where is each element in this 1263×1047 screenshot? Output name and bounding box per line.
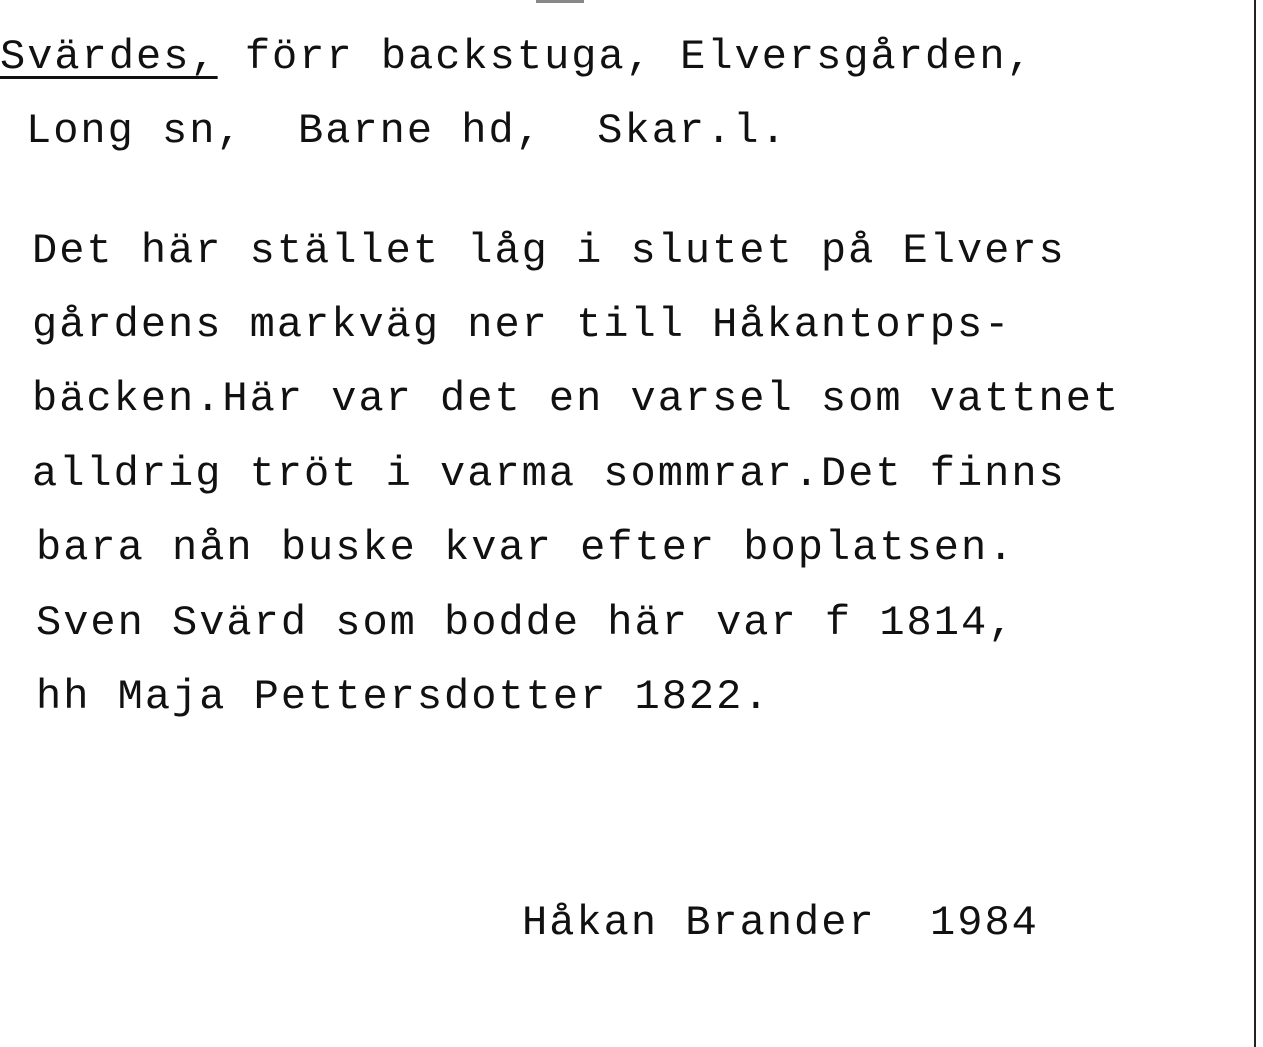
- heading-description: förr backstuga, Elversgården,: [217, 33, 1034, 81]
- body-line-3: bäcken.Här var det en varsel som vattnet: [32, 375, 1121, 423]
- place-name: Svärdes,: [0, 33, 218, 81]
- body-line-6: Sven Svärd som bodde här var f 1814,: [36, 599, 1016, 647]
- body-line-2: gårdens markväg ner till Håkantorps-: [32, 301, 1012, 349]
- signature: Håkan Brander 1984: [522, 899, 1039, 947]
- heading-line-1: [0, 34, 1034, 80]
- body-line-5: bara nån buske kvar efter boplatsen.: [36, 524, 1016, 572]
- body-line-7: hh Maja Pettersdotter 1822.: [36, 673, 771, 721]
- card-right-edge: [1254, 0, 1256, 1047]
- body-line-1: Det här stället låg i slutet på Elvers: [32, 227, 1066, 275]
- top-edge-mark: [536, 0, 584, 3]
- heading-line-2: Long sn, Barne hd, Skar.l.: [26, 107, 788, 155]
- body-line-4: alldrig tröt i varma sommrar.Det finns: [32, 450, 1066, 498]
